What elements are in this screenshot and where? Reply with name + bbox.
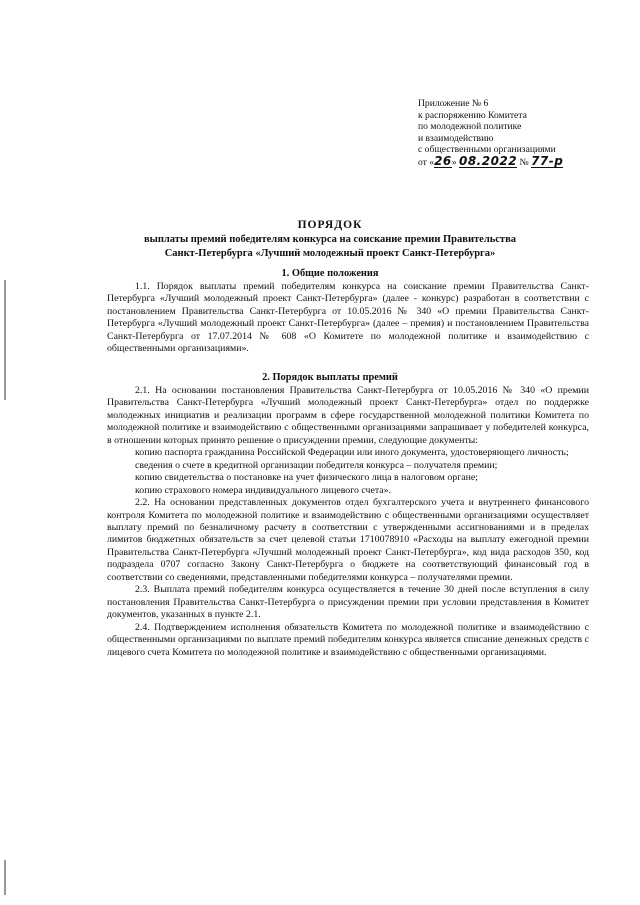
section-body	[107, 281, 589, 356]
scan-edge-mark	[4, 280, 6, 400]
title-heading: ПОРЯДОК	[297, 219, 363, 231]
list-item: сведения о счете в кредитной организации победителя конкурса – получателя премии;	[135, 459, 498, 471]
title-line: выплаты премий победителям конкурса на соискание премии Правительства	[144, 234, 516, 245]
approval-line: по молодежной политике	[418, 121, 522, 133]
title-line: Санкт-Петербурга «Лучший молодежный проект Санкт-Петербурга»	[164, 248, 496, 260]
handwritten-month-year: 08.2022	[458, 153, 518, 168]
handwritten-number: 77-р	[531, 153, 564, 168]
section-heading: 2. Порядок выплаты премий	[262, 372, 398, 383]
document-title	[60, 218, 600, 260]
approval-line: с общественными организациями	[418, 144, 556, 156]
list-item: копию свидетельства о постановке на учет физического лица в налоговом органе;	[135, 472, 478, 484]
approval-date-line: от «26» 08.2022 № 77-р	[418, 153, 564, 168]
section-body	[107, 385, 589, 659]
paragraph: 2.3. Выплата премий победителям конкурса осуществляется в течение 30 дней после вступления в силу постановления Правительства Санкт-Петербурга о присуждении премии при условии представления в Комитет документов, указанных в пункте 2.1.	[107, 584, 589, 621]
paragraph: 2.1. На основании постановления Правительства Санкт-Петербурга от 10.05.2016 № 340 «О премии Правительства Санкт-Петербурга «Лучший молодежный проект Санкт-Петербурга» отдел по поддержке молодежных инициатив и реализации программ в сфере государственной молодежной политики Комитета по молодежной политике и взаимодействию с общественными организациями запрашивает у победителей конкурса, в отношении которых принято решение о присуждении премии, следующие документы:	[107, 385, 589, 446]
approval-line: к распоряжению Комитета	[418, 109, 527, 121]
section-heading: 1. Общие положения	[281, 268, 379, 279]
approval-stamp-block	[418, 98, 618, 169]
paragraph: 2.4. Подтверждением исполнения обязательств Комитета по молодежной политике и взаимодействию с общественными организациями по выплате премий победителям конкурса является списание денежных средств с лицевого счета Комитета по молодежной политике и взаимодействию с общественными организациями.	[107, 621, 589, 658]
list-item: копию страхового номера индивидуального лицевого счета».	[135, 484, 392, 496]
list-item: копию паспорта гражданина Российской Федерации или иного документа, удостоверяющего личность;	[135, 447, 569, 459]
handwritten-day: 26	[434, 153, 452, 168]
approval-line: Приложение № 6	[418, 98, 489, 109]
paragraph: 1.1. Порядок выплаты премий победителям конкурса на соискание премии Правительства Санкт-Петербурга «Лучший молодежный проект Санкт-Петербурга» (далее - конкурс) разработан в соответствии с постановлением Правительства Санкт-Петербурга от 10.05.2016 № 340 «О премии Правительства Санкт-Петербурга «Лучший молодежный проект Санкт-Петербурга» (далее – премия) и постановлением Правительства Санкт-Петербурга от 17.07.2014 № 608 «О Комитете по молодежной политике и взаимодействию с общественными организациями».	[107, 281, 589, 355]
paragraph: 2.2. На основании представленных документов отдел бухгалтерского учета и внутреннего финансового контроля Комитета по молодежной политике и взаимодействию с общественными организациями осуществляет выплату премий по безналичному расчету в соответствии с утвержденными ассигнованиями и в пределах лимитов бюджетных обязательств за счет целевой статьи 1710078910 «Расходы на выплату ежегодной премии Правительства Санкт-Петербурга «Лучший молодежный проект Санкт-Петербурга», код вида расходов 350, код подраздела 0707 согласно Закону Санкт-Петербурга о бюджете на соответствующий финансовый год в соответствии со сведениями, представленными победителями конкурса – получателями премии.	[107, 497, 589, 583]
approval-line: и взаимодействию	[418, 132, 494, 144]
scan-edge-mark	[4, 860, 6, 895]
